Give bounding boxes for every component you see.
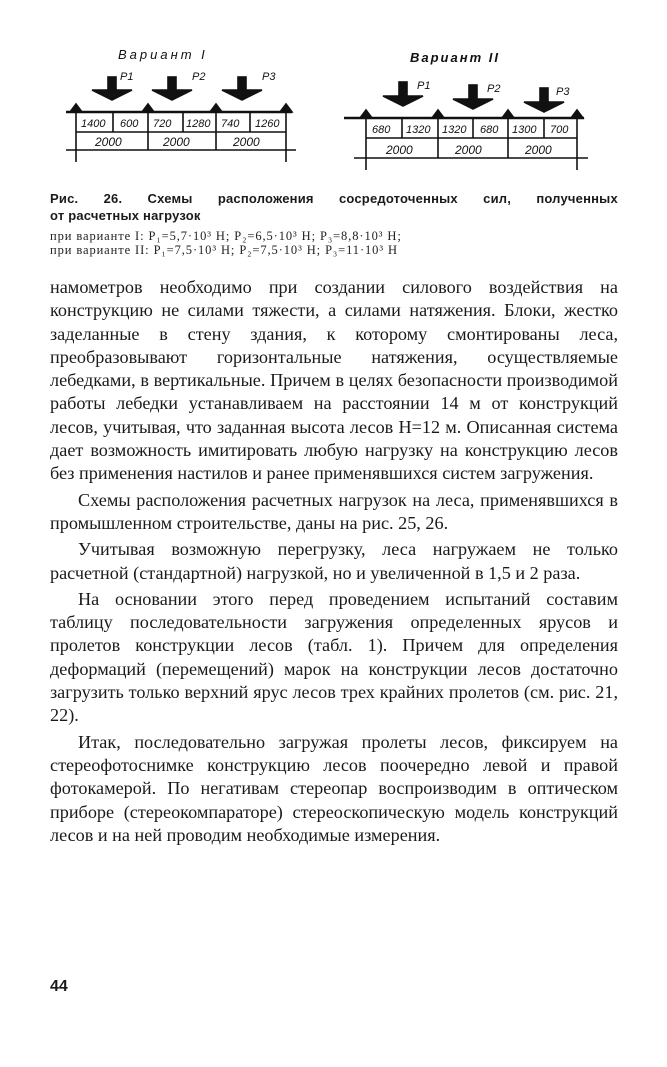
caption-word: расположения [217, 191, 314, 206]
variant-2-segment: 1320 [442, 124, 467, 136]
variant-1-segment: 1280 [186, 118, 211, 130]
variant-1-segment: 1400 [81, 118, 106, 130]
variant-1-span: 2000 [163, 135, 190, 149]
caption-word: сил, [483, 191, 512, 206]
note-variant-1: при варианте I: P₁=5,7·10³ Н; P₂=6,5·10³ Н; P₃=8,8·10³ Н; [50, 229, 402, 243]
variant-1-load-p3: P3 [262, 71, 276, 83]
paragraph: На основании этого перед проведением испытаний составим таблицу последовательности загружения определенных ярусов и пролетов конструкции лесов (табл. 1). Причем для определения деформаций (перемещений) марок на конструкции лесов достаточно загрузить только верхний ярус лесов трех крайних пролетов (см. рис. 21, 22). [50, 588, 618, 726]
variant-2-title: Вариант II [410, 50, 500, 65]
variant-2-span: 2000 [386, 143, 413, 157]
variant-2-load-p1: P1 [417, 80, 431, 92]
caption-line-2: от расчетных нагрузок [50, 208, 201, 223]
note-variant-2: при варианте II: P₁=7,5·10³ Н; P₂=7,5·10³ Н; P₃=11·10³ Н [50, 243, 398, 257]
load-scheme-diagram [0, 0, 667, 190]
figure-caption [50, 190, 618, 224]
paragraph: намометров необходимо при создании силового воздействия на конструкцию не силами тяжести, а силами натяжения. Блоки, жестко заделанные в стену здания, к которому смонтированы леса, преобразовывают горизонтальные натяжения, осуществляемые лебедками, в вертикальные. Причем в целях безопасности производимой работы лебедки устанавливаем на расстоянии 14 м от конструкций лесов, учитывая, что заданная высота лесов H=12 м. Описанная система дает возможность имитировать любую нагрузку на конструкцию лесов без применения настилов и ранее применявшихся систем загружения. [50, 277, 618, 484]
variant-1-segment: 1260 [255, 118, 280, 130]
variant-2-span: 2000 [455, 143, 482, 157]
caption-word: 26. [103, 191, 123, 206]
variant-2-load-arrows [383, 82, 564, 112]
paragraph: Учитывая возможную перегрузку, леса нагружаем не только расчетной (стандартной) нагрузкой, но и увеличенной в 1,5 и 2 раза. [50, 539, 618, 583]
caption-word: Рис. [50, 191, 79, 206]
variant-2-scheme [344, 50, 588, 170]
variant-1-span: 2000 [95, 135, 122, 149]
variant-1-segment: 600 [120, 118, 139, 130]
load-scheme-figure [0, 0, 667, 190]
variant-2-segment: 1300 [512, 124, 537, 136]
variant-1-title: Вариант I [118, 47, 208, 62]
variant-1-load-p1: P1 [120, 71, 134, 83]
variant-2-segment: 680 [372, 124, 391, 136]
variant-1-segment: 720 [153, 118, 172, 130]
variant-1-scheme [66, 47, 296, 162]
variant-2-load-p2: P2 [487, 83, 501, 95]
caption-word: сосредоточенных [338, 191, 458, 206]
variant-1-segment: 740 [221, 118, 240, 130]
page-number: 44 [50, 978, 68, 995]
variant-2-segment: 680 [480, 124, 499, 136]
variant-2-span: 2000 [525, 143, 552, 157]
variant-2-segment: 700 [550, 124, 569, 136]
variant-1-span: 2000 [233, 135, 260, 149]
variant-2-load-p3: P3 [556, 86, 570, 98]
body-text [50, 276, 618, 847]
variant-1-load-p2: P2 [192, 71, 206, 83]
caption-word: Схемы [147, 191, 193, 206]
variant-2-segment: 1320 [406, 124, 431, 136]
caption-word: полученных [536, 191, 618, 206]
paragraph: Схемы расположения расчетных нагрузок на леса, применявшихся в промышленном строительстве, даны на рис. 25, 26. [50, 489, 618, 533]
caption-line-1 [50, 190, 618, 207]
variant-1-load-arrows [92, 77, 262, 100]
paragraph: Итак, последовательно загружая пролеты лесов, фиксируем на стереофотоснимке конструкцию лесов поочередно левой и правой фотокамерой. По негативам стереопар воспроизводим в оптическом приборе (стереокомпараторе) стереоскопическую модель конструкций лесов и на ней проводим необходимые измерения. [50, 731, 618, 845]
